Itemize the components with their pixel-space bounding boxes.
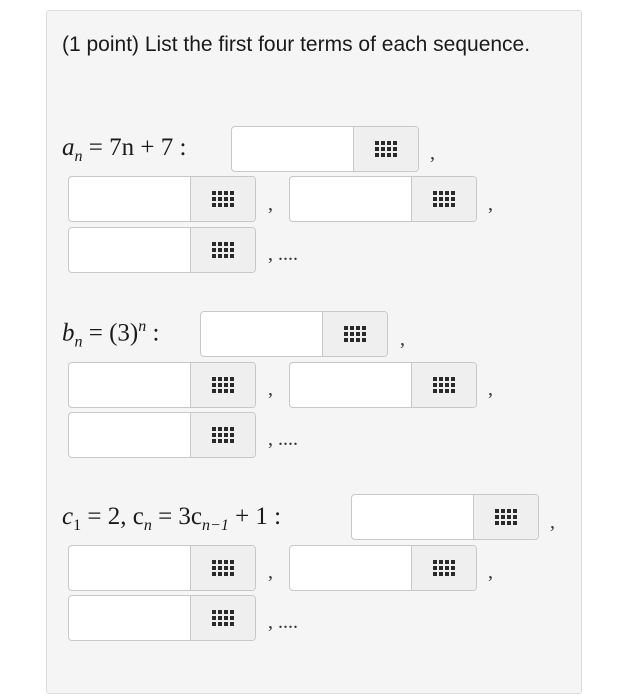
ellipsis-separator: , .... [268,428,298,450]
answer-field-b3 [289,362,477,408]
keypad-grid-icon [212,377,234,393]
answer-input-c4[interactable] [69,596,191,640]
problem-prompt: (1 point) List the first four terms of each sequence. [62,33,531,56]
ellipsis-separator: , .... [268,611,298,633]
keypad-grid-icon [433,560,455,576]
keypad-button-a3[interactable] [411,177,476,221]
answer-input-b1[interactable] [201,312,323,356]
keypad-button-c3[interactable] [411,546,476,590]
keypad-grid-icon [212,610,234,626]
answer-input-a2[interactable] [69,177,191,221]
keypad-button-b3[interactable] [411,363,476,407]
formula-a: $a_n = 7n + 7$ : [62,134,187,165]
comma-separator: , [488,193,493,215]
formula-b: $b_n = (3)^n$ : [62,318,160,351]
keypad-grid-icon [212,427,234,443]
keypad-button-a2[interactable] [190,177,255,221]
answer-input-c3[interactable] [290,546,412,590]
formula-c: $c_1 = 2$, $c_n = 3c_{n-1} + 1$ : [62,503,282,534]
keypad-button-b1[interactable] [322,312,387,356]
keypad-button-a1[interactable] [353,127,418,171]
keypad-grid-icon [433,377,455,393]
keypad-grid-icon [375,141,397,157]
comma-separator: , [550,511,555,533]
keypad-grid-icon [344,326,366,342]
answer-input-a4[interactable] [69,228,191,272]
answer-input-b2[interactable] [69,363,191,407]
answer-input-a3[interactable] [290,177,412,221]
keypad-grid-icon [212,560,234,576]
answer-field-b4 [68,412,256,458]
keypad-button-b4[interactable] [190,413,255,457]
answer-input-a1[interactable] [232,127,354,171]
answer-field-a4 [68,227,256,273]
answer-field-c1 [351,494,539,540]
comma-separator: , [488,561,493,583]
comma-separator: , [268,193,273,215]
keypad-button-b2[interactable] [190,363,255,407]
keypad-grid-icon [495,509,517,525]
answer-input-c1[interactable] [352,495,474,539]
answer-input-b4[interactable] [69,413,191,457]
answer-field-a2 [68,176,256,222]
keypad-grid-icon [212,242,234,258]
keypad-button-a4[interactable] [190,228,255,272]
comma-separator: , [430,142,435,164]
answer-field-c2 [68,545,256,591]
answer-field-a1 [231,126,419,172]
ellipsis-separator: , .... [268,243,298,265]
answer-input-b3[interactable] [290,363,412,407]
answer-field-c3 [289,545,477,591]
answer-field-a3 [289,176,477,222]
keypad-button-c2[interactable] [190,546,255,590]
comma-separator: , [400,328,405,350]
answer-field-c4 [68,595,256,641]
keypad-button-c4[interactable] [190,596,255,640]
answer-field-b1 [200,311,388,357]
answer-field-b2 [68,362,256,408]
comma-separator: , [268,561,273,583]
answer-input-c2[interactable] [69,546,191,590]
comma-separator: , [268,378,273,400]
keypad-button-c1[interactable] [473,495,538,539]
comma-separator: , [488,378,493,400]
keypad-grid-icon [212,191,234,207]
keypad-grid-icon [433,191,455,207]
